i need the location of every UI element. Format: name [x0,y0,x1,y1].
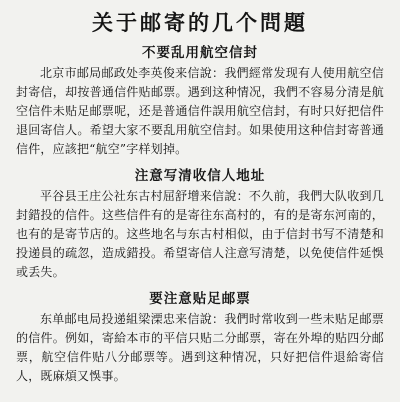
article-body: 北京市邮局邮政处李英俊来信說：我們經常发现有人使用航空信封寄信，却按普通信件贴邮票。遇到这种情况，我們不容易分清是航空信件未贴足邮票呢，还是普通信件誤用航空信封，有时只好把信件退回寄信人。希望大家不要乱用航空信封。如果使用这种信封寄普通信件，应該把“航空”字样划掉。 [16,66,384,156]
article-heading: 注意写清收信人地址 [134,168,266,184]
article-body: 平谷县王庄公社东古村屈舒增来信說：不久前，我們大队收到几封錯投的信件。这些信件有的是寄往东高村的，有的是寄东河南的，也有的是寄节店的。这些地名与东古村相似，由于信封书写不清楚和投递員的疏忽，造成錯投。希望寄信人注意写清楚，以免使信件延悞或丢失。 [16,189,384,279]
article-write-address-clearly [16,165,384,282]
article-heading: 要注意贴足邮票 [149,291,251,307]
article-sufficient-postage [16,288,384,386]
article-airmail-envelopes [16,42,384,159]
article-body: 东单邮电局投递組梁溧忠来信說：我們时常收到一些未贴足邮票的信件。例如，寄給本市的平信只贴二分邮票，寄在外埠的贴四分邮票，航空信件贴八分邮票等。遇到这种情况，只好把信件退給寄信人，既麻煩又悞事。 [16,312,384,383]
page-title: 关于邮寄的几个問題 [92,10,308,35]
article-heading: 不要乱用航空信封 [142,45,258,61]
